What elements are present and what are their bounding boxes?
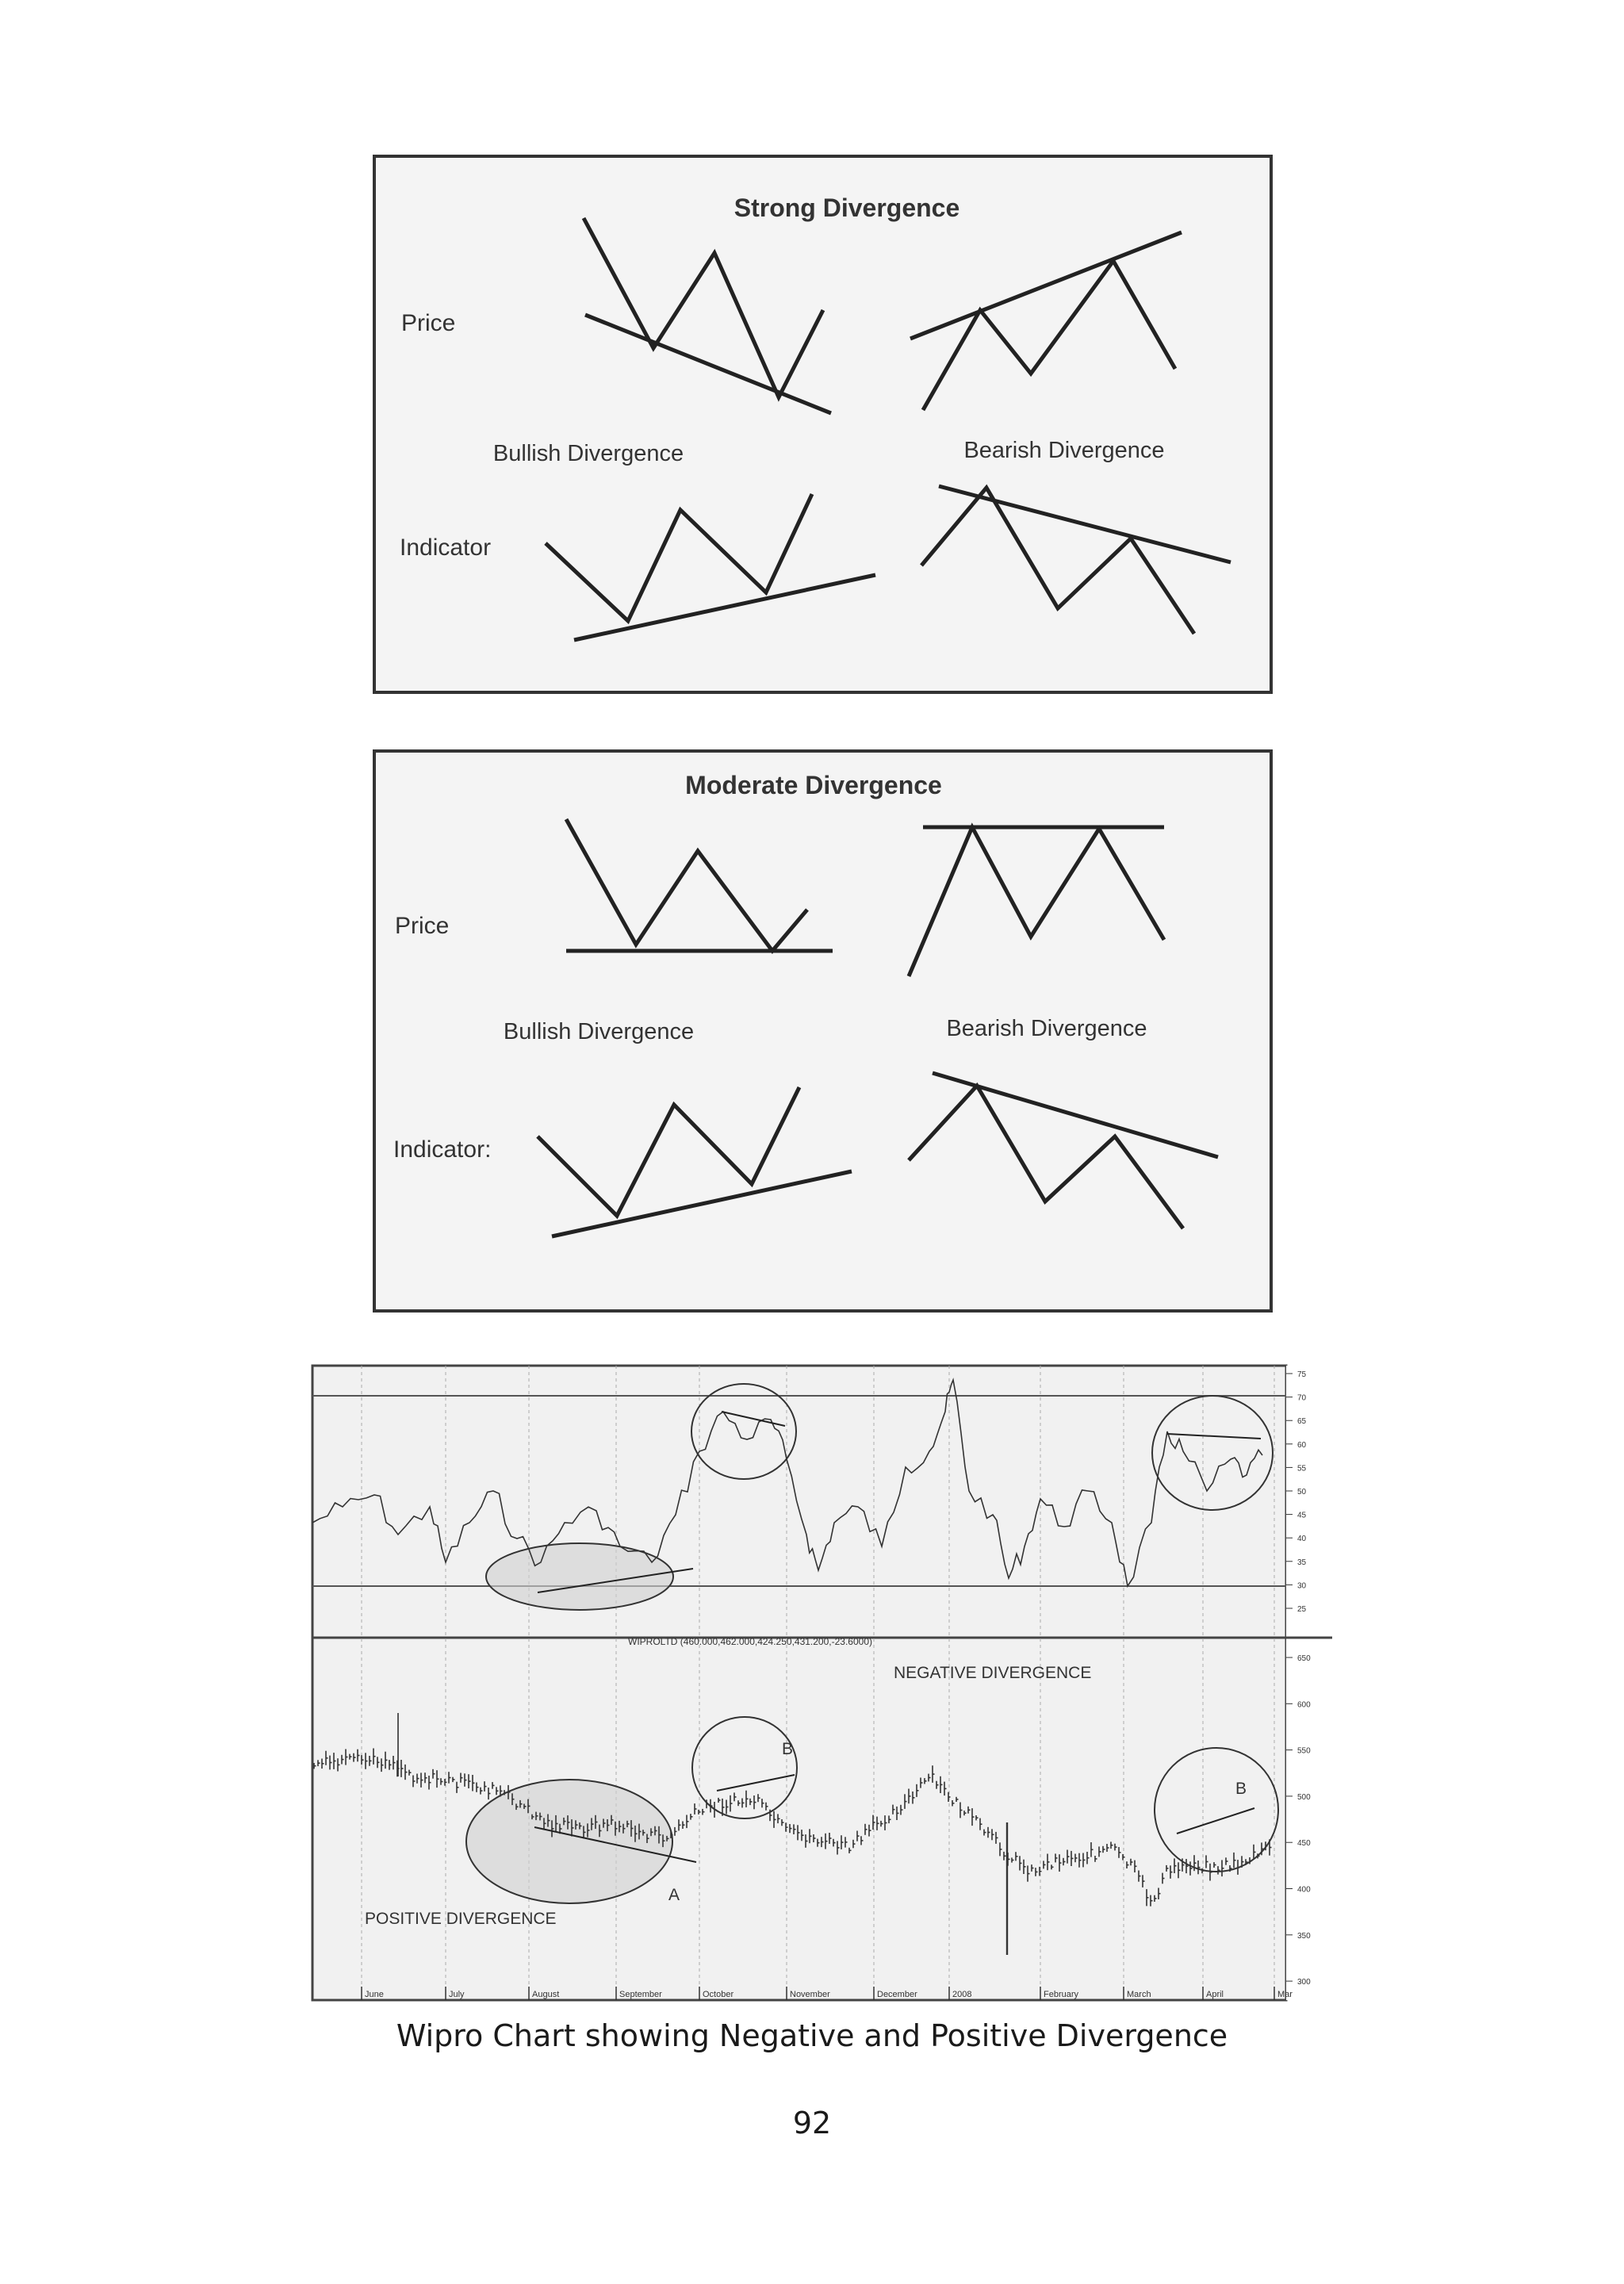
bullish-divergence-label: Bullish Divergence (503, 1019, 695, 1044)
bearish-divergence-label: Bearish Divergence (946, 1016, 1147, 1041)
rsi-tick-label: 35 (1297, 1558, 1307, 1567)
month-label: June (365, 1990, 384, 1999)
price-tick-label: 450 (1297, 1839, 1311, 1849)
month-label: March (1127, 1990, 1151, 1999)
month-label: February (1044, 1990, 1079, 1999)
rsi-tick-label: 30 (1297, 1581, 1307, 1591)
panel-title: Moderate Divergence (685, 771, 942, 799)
price-label: Price (401, 310, 456, 336)
positive-divergence-label: POSITIVE DIVERGENCE (365, 1910, 557, 1928)
price-tick-label: 300 (1297, 1978, 1311, 1987)
page-number: 92 (792, 2106, 832, 2140)
rsi-tick-label: 45 (1297, 1511, 1307, 1520)
rsi-tick-label: 40 (1297, 1535, 1307, 1544)
price-tick-label: 650 (1297, 1654, 1311, 1663)
price-tick-label: 550 (1297, 1746, 1311, 1756)
indicator-label: Indicator: (393, 1136, 492, 1163)
negative-divergence-label: NEGATIVE DIVERGENCE (894, 1664, 1092, 1682)
rsi-tick-label: 75 (1297, 1370, 1307, 1379)
indicator-label: Indicator (400, 535, 492, 561)
price-tick-label: 600 (1297, 1700, 1311, 1710)
moderate-divergence-panel (373, 749, 1273, 1313)
strong-divergence-panel (373, 155, 1273, 694)
month-label: September (619, 1990, 662, 1999)
panel-title: Strong Divergence (733, 194, 960, 222)
bullish-divergence-label: Bullish Divergence (492, 441, 684, 466)
month-label: July (449, 1990, 465, 1999)
rsi-tick-label: 70 (1297, 1393, 1307, 1403)
bearish-divergence-label: Bearish Divergence (963, 438, 1165, 463)
chart-header: WIPROLTD (460.000,462.000,424.250,431.200,-23.6000) (628, 1636, 872, 1647)
month-label: August (532, 1990, 560, 1999)
rsi-tick-label: 60 (1297, 1440, 1307, 1450)
rsi-tick-label: 50 (1297, 1488, 1307, 1496)
month-label: April (1206, 1990, 1224, 1999)
marker-b: B (1235, 1780, 1247, 1798)
rsi-tick-label: 25 (1297, 1605, 1307, 1614)
month-label: October (703, 1990, 734, 1999)
price-tick-label: 350 (1297, 1931, 1311, 1941)
price-tick-label: 400 (1297, 1885, 1311, 1895)
wipro-divergence-chart (311, 1364, 1334, 2006)
month-label: 2008 (952, 1990, 972, 1999)
marker-b: B (782, 1740, 794, 1758)
price-tick-label: 500 (1297, 1792, 1311, 1802)
month-label: November (790, 1990, 830, 1999)
figure-caption: Wipro Chart showing Negative and Positive Divergence (396, 2018, 1228, 2053)
rsi-tick-label: 55 (1297, 1464, 1307, 1473)
price-label: Price (395, 913, 450, 939)
marker-a: A (668, 1886, 680, 1904)
positive-divergence-oval-price (466, 1780, 672, 1903)
rsi-tick-label: 65 (1297, 1417, 1307, 1427)
month-label: Mar (1277, 1990, 1293, 1999)
month-label: December (877, 1990, 917, 1999)
